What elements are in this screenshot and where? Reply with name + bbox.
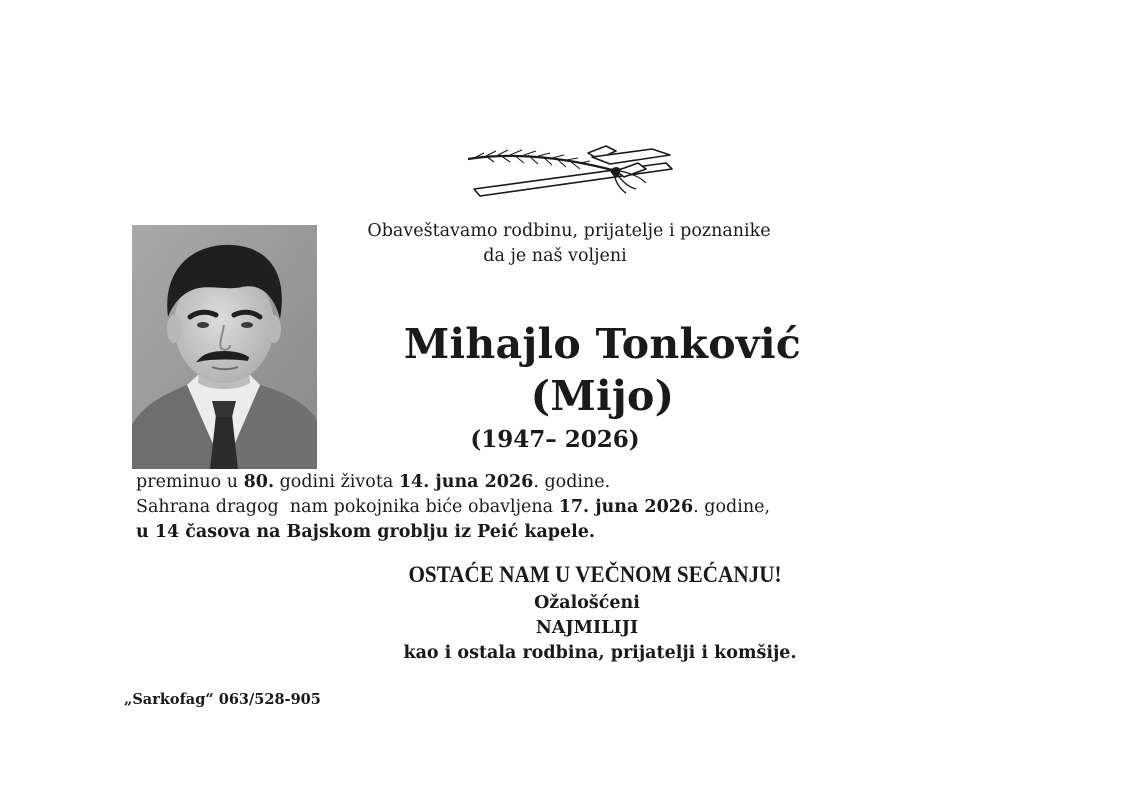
intro-line-2: da je naš voljeni [483, 246, 627, 266]
cross-with-palm-branch-icon [466, 143, 678, 203]
text-segment: godini života [274, 472, 399, 492]
text-segment: . godine. [533, 472, 611, 492]
text-segment: . godine, [693, 497, 771, 517]
funeral-agency-contact: „Sarkofag“ 063/528-905 [124, 691, 321, 708]
memorial-slogan: OSTAĆE NAM U VEČNOM SEĆANJU! [408, 562, 782, 587]
emphasized-text: 17. juna 2026 [558, 497, 694, 517]
intro-line-1: Obaveštavamo rodbinu, prijatelje i poznanike [367, 221, 771, 241]
other-mourners-line: kao i ostala rodbina, prijatelji i komšije. [403, 643, 797, 663]
funeral-location-line: u 14 časova na Bajskom groblju iz Peić kapele. [136, 522, 596, 542]
text-segment: Sahrana dragog nam pokojnika biće obavljena [136, 497, 559, 517]
portrait-photo [132, 225, 317, 469]
mourners-label: Ožalošćeni [534, 593, 640, 613]
life-years: (1947– 2026) [470, 426, 640, 453]
closest-family-label: NAJMILIJI [535, 618, 639, 638]
deceased-name: Mihajlo Tonković (Mijo) [403, 320, 802, 420]
death-details-line [136, 470, 610, 494]
funeral-details-line [136, 495, 770, 519]
text-segment: preminuo u [136, 472, 244, 492]
emphasized-text: 80. [243, 472, 275, 492]
emphasized-text: 14. juna 2026 [398, 472, 534, 492]
